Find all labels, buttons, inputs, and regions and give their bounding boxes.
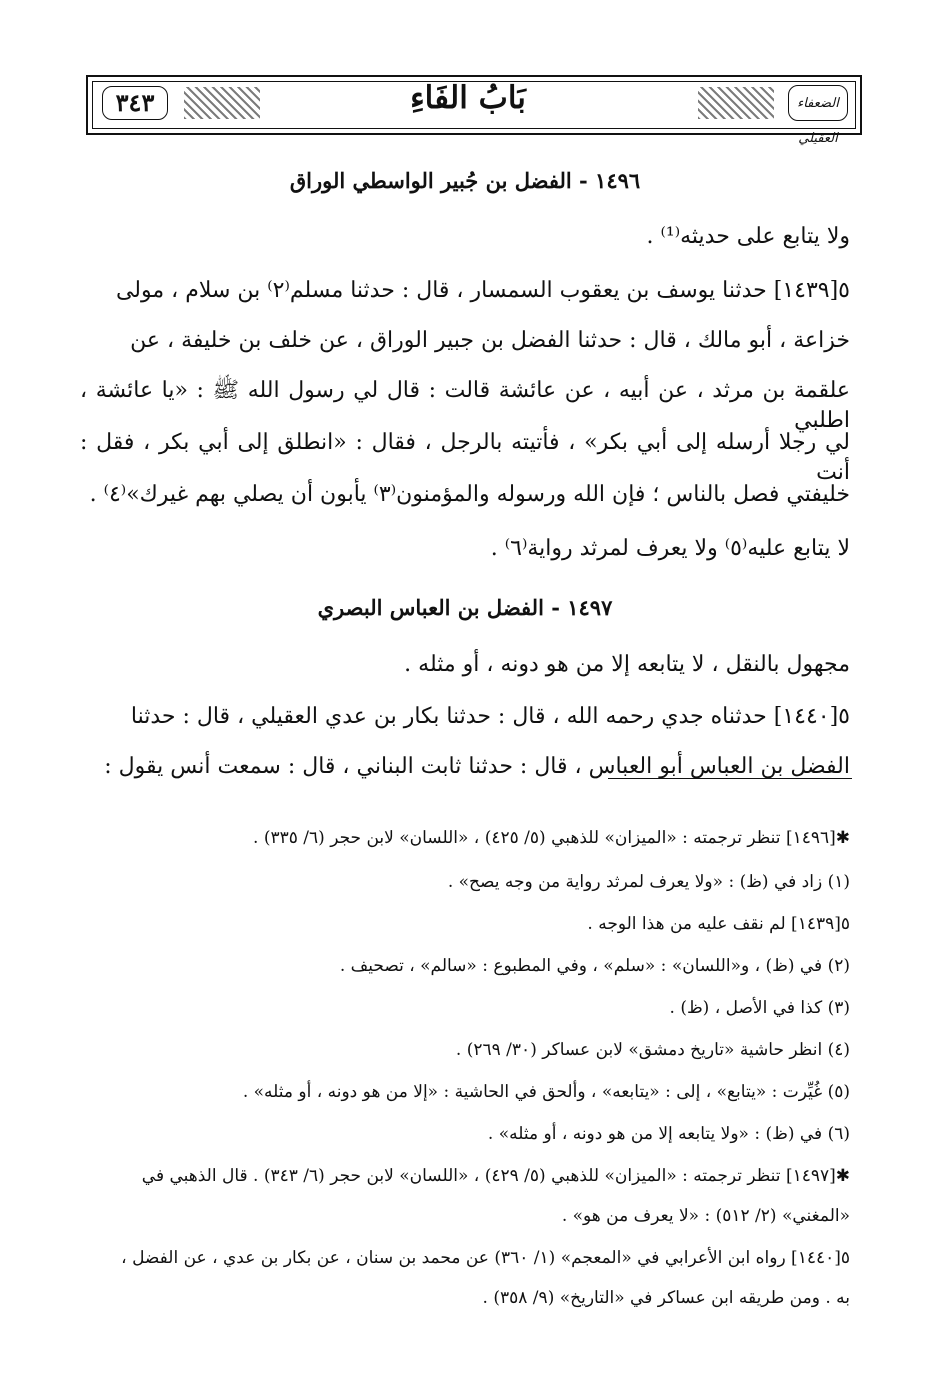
footnote: (٥) غُيِّرت : «يتابع» ، إلى : «يتابعه» ، وألحق في الحاشية : «إلا من هو دونه ، أو مثله» . <box>242 1082 850 1102</box>
body-line: خليفتي فصل بالناس ؛ فإن الله ورسوله والمؤمنون⁽٣⁾ يأبون أن يصلي بهم غيرك»⁽٤⁾ . <box>89 482 850 507</box>
footnote: (٦) في (ظ) : «ولا يتابعه إلا من هو دونه ، أو مثله» . <box>487 1124 850 1144</box>
body-line: لي رجلا أرسله إلى أبي بكر» ، فأتيته بالرجل ، فقال : «انطلق إلى أبي بكر ، فقل : أنت <box>80 430 850 485</box>
footnote: ٥[١٤٣٩] لم نقف عليه من هذا الوجه . <box>587 914 850 934</box>
page-number: ٣٤٣ <box>102 86 168 120</box>
footnote: (٣) كذا في الأصل ، (ظ) . <box>669 998 850 1018</box>
ornament-left-icon <box>184 87 260 119</box>
page-header <box>86 75 862 146</box>
ornament-right-icon <box>698 87 774 119</box>
footnote: به . ومن طريقه ابن عساكر في «التاريخ» (٩/ ٣٥٨) . <box>482 1288 850 1308</box>
footnote: (٢) في (ظ) ، و«اللسان» : «سلم» ، وفي المطبوع : «سالم» ، تصحيف . <box>339 956 850 976</box>
body-line: مجهول بالنقل ، لا يتابعه إلا من هو دونه ، أو مثله . <box>404 652 850 677</box>
footnote: ✱[١٤٩٦] تنظر ترجمته : «الميزان» للذهبي (٥/ ٤٢٥) ، «اللسان» لابن حجر (٦/ ٣٣٥) . <box>253 828 850 848</box>
body-line: لا يتابع عليه⁽٥⁾ ولا يعرف لمرثد رواية⁽٦⁾ . <box>490 536 850 561</box>
body-line: الفضل بن العباس أبو العباس ، قال : حدثنا ثابت البناني ، قال : سمعت أنس يقول : <box>104 754 850 779</box>
footnote: ✱[١٤٩٧] تنظر ترجمته : «الميزان» للذهبي (٥/ ٤٢٩) ، «اللسان» لابن حجر (٦/ ٣٤٣) . قال الذهبي في <box>141 1166 850 1186</box>
footnote-separator <box>608 778 852 779</box>
footnote: «المغني» (٢/ ٥١٢) : «لا يعرف من هو» . <box>561 1206 850 1226</box>
body-line: خزاعة ، أبو مالك ، قال : حدثنا الفضل بن جبير الوراق ، عن خلف بن خليفة ، عن <box>130 328 850 353</box>
body-line: علقمة بن مرثد ، عن أبيه ، عن عائشة قالت : قال لي رسول الله ﷺ : «يا عائشة ، اطلبي <box>80 378 850 433</box>
footnote: ٥[١٤٤٠] رواه ابن الأعرابي في «المعجم» (١/ ٣٦٠) عن محمد بن سنان ، عن بكار بن عدي ، عن الفضل ، <box>121 1248 850 1268</box>
chapter-title: بَابُ الفَاءِ <box>410 80 526 116</box>
body-line: ولا يتابع على حديثه⁽¹⁾ . <box>646 224 850 249</box>
body-line: ٥[١٤٣٩] حدثنا يوسف بن يعقوب السمسار ، قال : حدثنا مسلم⁽٢⁾ بن سلام ، مولى <box>115 278 850 303</box>
footnote: (٤) انظر حاشية «تاريخ دمشق» لابن عساكر (٣٠/ ٢٦٩) . <box>455 1040 850 1060</box>
entry-title: ١٤٩٧ - الفضل بن العباس البصري <box>317 595 613 620</box>
entry-title: ١٤٩٦ - الفضل بن جُبير الواسطي الوراق <box>289 168 641 193</box>
book-logo-icon: الضعفاء العقيلي <box>788 85 848 121</box>
footnote: (١) زاد في (ظ) : «ولا يعرف لمرثد رواية من وجه يصح» . <box>447 872 850 892</box>
body-line: ٥[١٤٤٠] حدثناه جدي رحمه الله ، قال : حدثنا بكار بن عدي العقيلي ، قال : حدثنا <box>130 704 850 729</box>
